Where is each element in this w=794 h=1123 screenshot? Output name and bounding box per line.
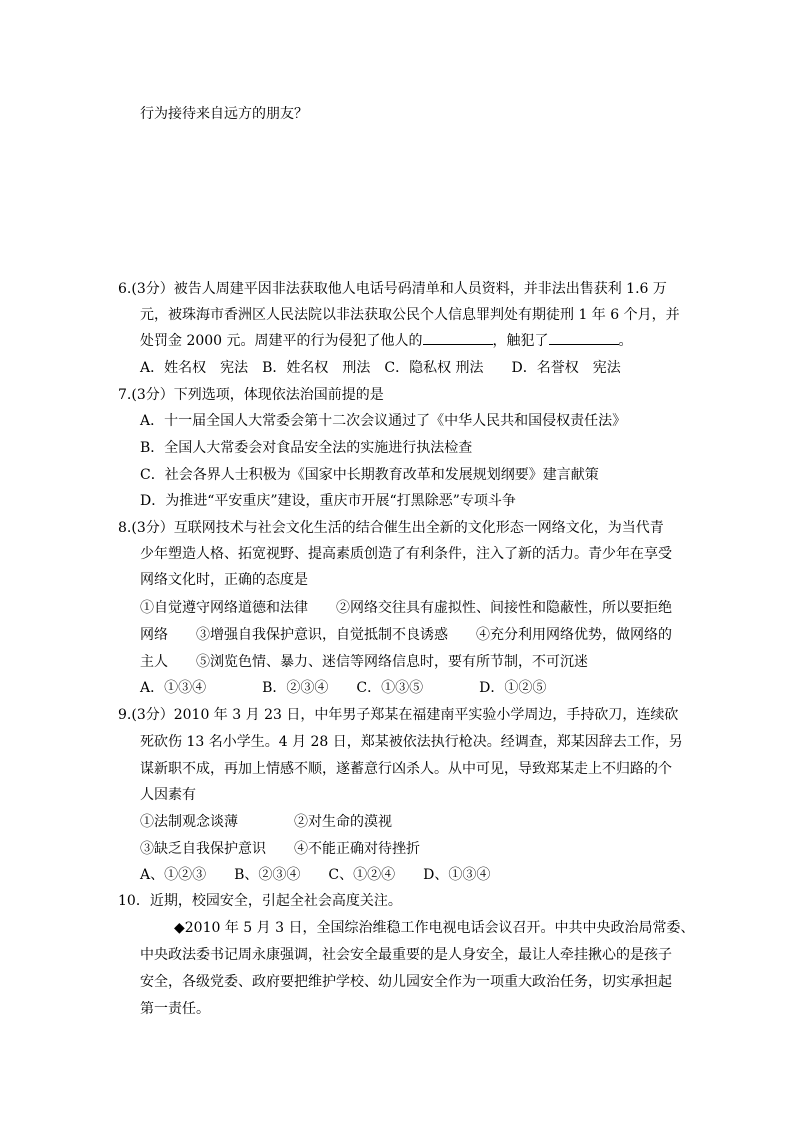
- q9-line-6: ③缺乏自我保护意识 ④不能正确对待挫折: [140, 841, 420, 857]
- q6-line-3: [140, 328, 633, 354]
- q7-option-a: A．十一届全国人大常委会第十二次会议通过了《中华人民共和国侵权责任法》: [140, 413, 627, 429]
- q7-stem: 7.(3分）下列选项，体现依法治国前提的是: [118, 387, 384, 403]
- q9-options: A、①②③ B、②③④ C、①②④ D、①③④: [140, 867, 491, 883]
- q8-line-4: ①自觉遵守网络道德和法律 ②网络交往具有虚拟性、间接性和隐蔽性，所以要拒绝: [140, 600, 672, 616]
- q10-line-4: 第一责任。: [140, 1001, 210, 1017]
- q7-option-c: C．社会各界人士积极为《国家中长期教育改革和发展规划纲要》建言献策: [140, 467, 599, 483]
- q8-line-5: 网络 ③增强自我保护意识，自觉抵制不良诱惑 ④充分利用网络优势，做网络的: [140, 627, 672, 643]
- q6-blank-2: [549, 328, 619, 345]
- q9-line-1: 9.(3分）2010 年 3 月 23 日，中年男子郑某在福建南平实验小学周边，手持砍刀，连续砍: [118, 707, 679, 723]
- q9-line-2: 死砍伤 13 名小学生。4 月 28 日，郑某被依法执行枪决。经调查，郑某因辞去工作，另: [140, 734, 683, 750]
- q9-line-5: ①法制观念谈薄 ②对生命的漠视: [140, 814, 392, 830]
- q10-stem: 10．近期，校园安全，引起全社会高度关注。: [118, 893, 402, 909]
- q6-text-a: 处罚金 2000 元。周建平的行为侵犯了他人的: [140, 333, 423, 349]
- q8-line-3: 网络文化时，正确的态度是: [140, 572, 308, 588]
- intro-line: 行为接待来自远方的朋友？: [140, 106, 308, 122]
- q9-line-4: 人因素有: [140, 787, 196, 803]
- q10-line-3: 安全，各级党委、政府要把维护学校、幼儿园安全作为一项重大政治任务，切实承担起: [140, 974, 672, 990]
- q6-blank-1: [423, 328, 493, 345]
- q6-text-c: 。: [618, 333, 633, 349]
- q8-line-1: 8.(3分）互联网技术与社会文化生活的结合催生出全新的文化形态一网络文化，为当代青: [118, 520, 664, 536]
- q6-line-1: 6.(3分）被告人周建平因非法获取他人电话号码清单和人员资料，并非法出售获利 1.6 万: [118, 281, 667, 297]
- q8-options: A．①③④ B．②③④ C．①③⑤ D．①②⑤: [140, 680, 547, 696]
- q8-line-6: 主人 ⑤浏览色情、暴力、迷信等网络信息时，要有所节制，不可沉迷: [140, 654, 588, 670]
- q8-line-2: 少年塑造人格、拓宽视野、提高素质创造了有利条件，注入了新的活力。青少年在享受: [140, 546, 672, 562]
- q6-options: A．姓名权 宪法 B．姓名权 刑法 C．隐私权 刑法 D．名誉权 宪法: [140, 360, 621, 376]
- q10-line-1: ◆2010 年 5 月 3 日，全国综治维稳工作电视电话会议召开。中共中央政治局常委、: [174, 920, 695, 936]
- q9-line-3: 谋新职不成，再加上情感不顺，遂蓄意行凶杀人。从中可见，导致郑某走上不归路的个: [140, 761, 672, 777]
- q7-option-d: D．为推进“平安重庆”建设，重庆市开展“打黑除恶”专项斗争: [140, 493, 516, 509]
- q6-text-b: ，触犯了: [492, 333, 549, 349]
- q7-option-b: B．全国人大常委会对食品安全法的实施进行执法检查: [140, 440, 473, 456]
- q6-line-2: 元，被珠海市香洲区人民法院以非法获取公民个人信息罪判处有期徒刑 1 年 6 个月，并: [140, 307, 680, 323]
- q10-line-2: 中央政法委书记周永康强调，社会安全最重要的是人身安全，最让人牵挂揪心的是孩子: [140, 947, 672, 963]
